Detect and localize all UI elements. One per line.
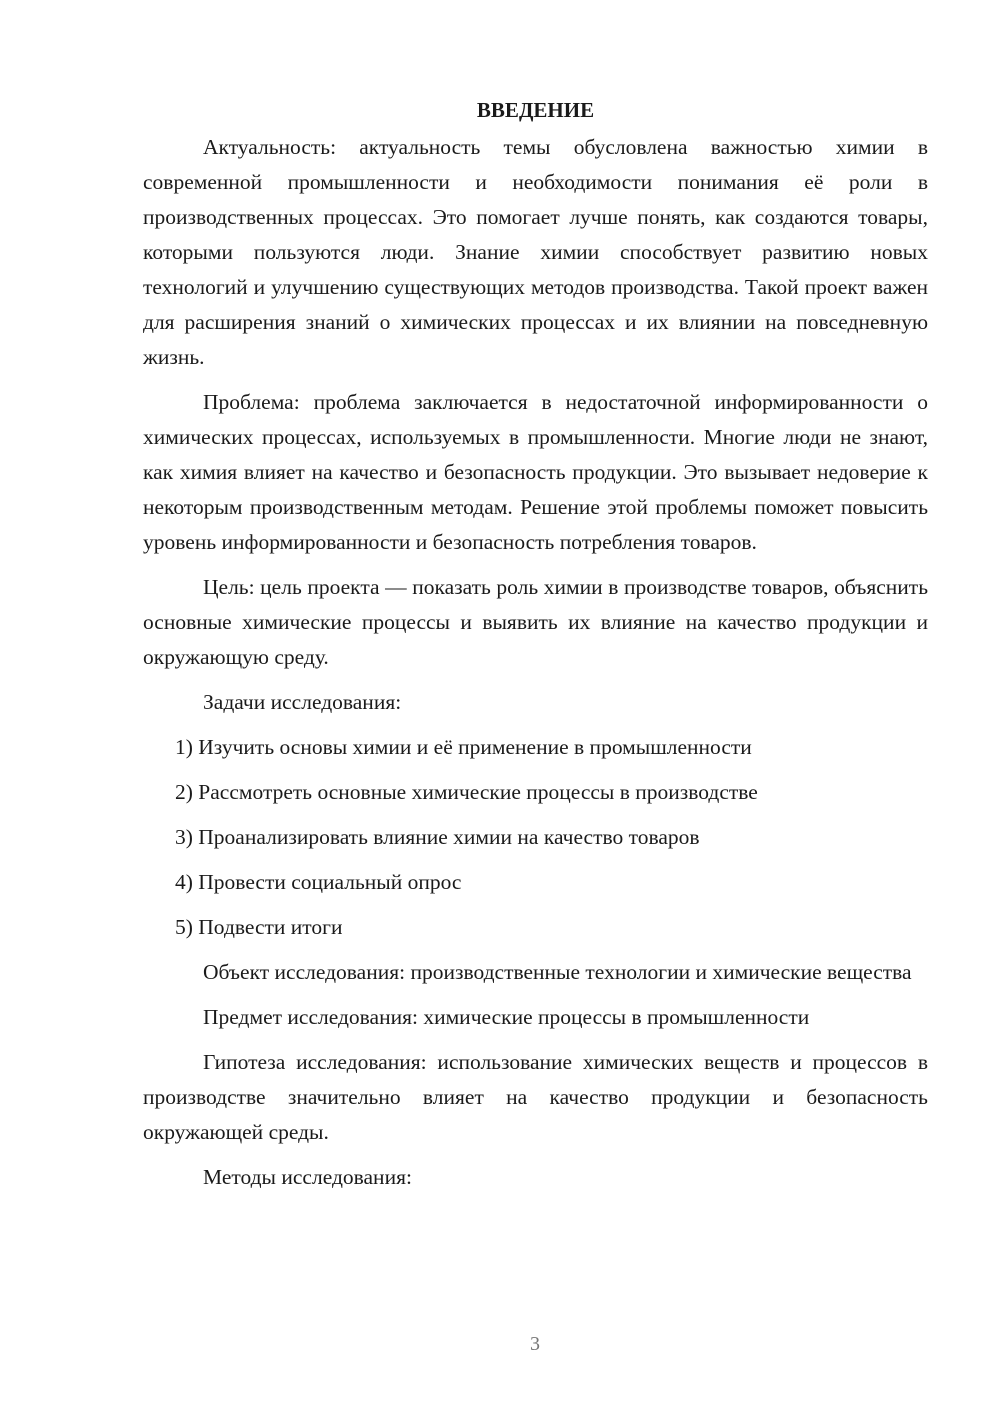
methods-heading: Методы исследования: [203, 1165, 412, 1189]
subject-paragraph: Предмет исследования: химические процессы в промышленности [203, 1005, 810, 1029]
task-item: 2) Рассмотреть основные химические процессы в производстве [175, 780, 758, 804]
page-content [143, 92, 928, 1195]
hypothesis-paragraph: Гипотеза исследования: использование химических веществ и процессов в производстве значительно влияет на качество продукции и безопасность окружающей среды. [143, 1050, 928, 1144]
task-item: 4) Провести социальный опрос [175, 870, 462, 894]
object-paragraph: Объект исследования: производственные технологии и химические вещества [203, 960, 912, 984]
page-title: ВВЕДЕНИЕ [476, 98, 595, 122]
goal-paragraph: Цель: цель проекта — показать роль химии в производстве товаров, объяснить основные химические процессы и выявить их влияние на качество продукции и окружающую среду. [143, 575, 928, 669]
problem-paragraph: Проблема: проблема заключается в недостаточной информированности о химических процессах, используемых в промышленности. Многие люди не знают, как химия влияет на качество и безопасность продукции. Это вызывает недоверие к некоторым производственным методам. Решение этой проблемы поможет повысить уровень информированности и безопасность потребления товаров. [143, 390, 928, 554]
task-item: 5) Подвести итоги [175, 915, 343, 939]
tasks-list [143, 730, 928, 945]
relevance-paragraph: Актуальность: актуальность темы обусловлена важностью химии в современной промышленности и необходимости понимания её роли в производственных процессах. Это помогает лучше понять, как создаются товары, которыми пользуются люди. Знание химии способствует развитию новых технологий и улучшению существующих методов производства. Такой проект важен для расширения знаний о химических процессах и их влиянии на повседневную жизнь. [143, 135, 928, 369]
tasks-heading: Задачи исследования: [203, 690, 402, 714]
page-number: 3 [530, 1333, 540, 1355]
task-item: 3) Проанализировать влияние химии на качество товаров [175, 825, 700, 849]
task-item: 1) Изучить основы химии и её применение в промышленности [175, 735, 752, 759]
